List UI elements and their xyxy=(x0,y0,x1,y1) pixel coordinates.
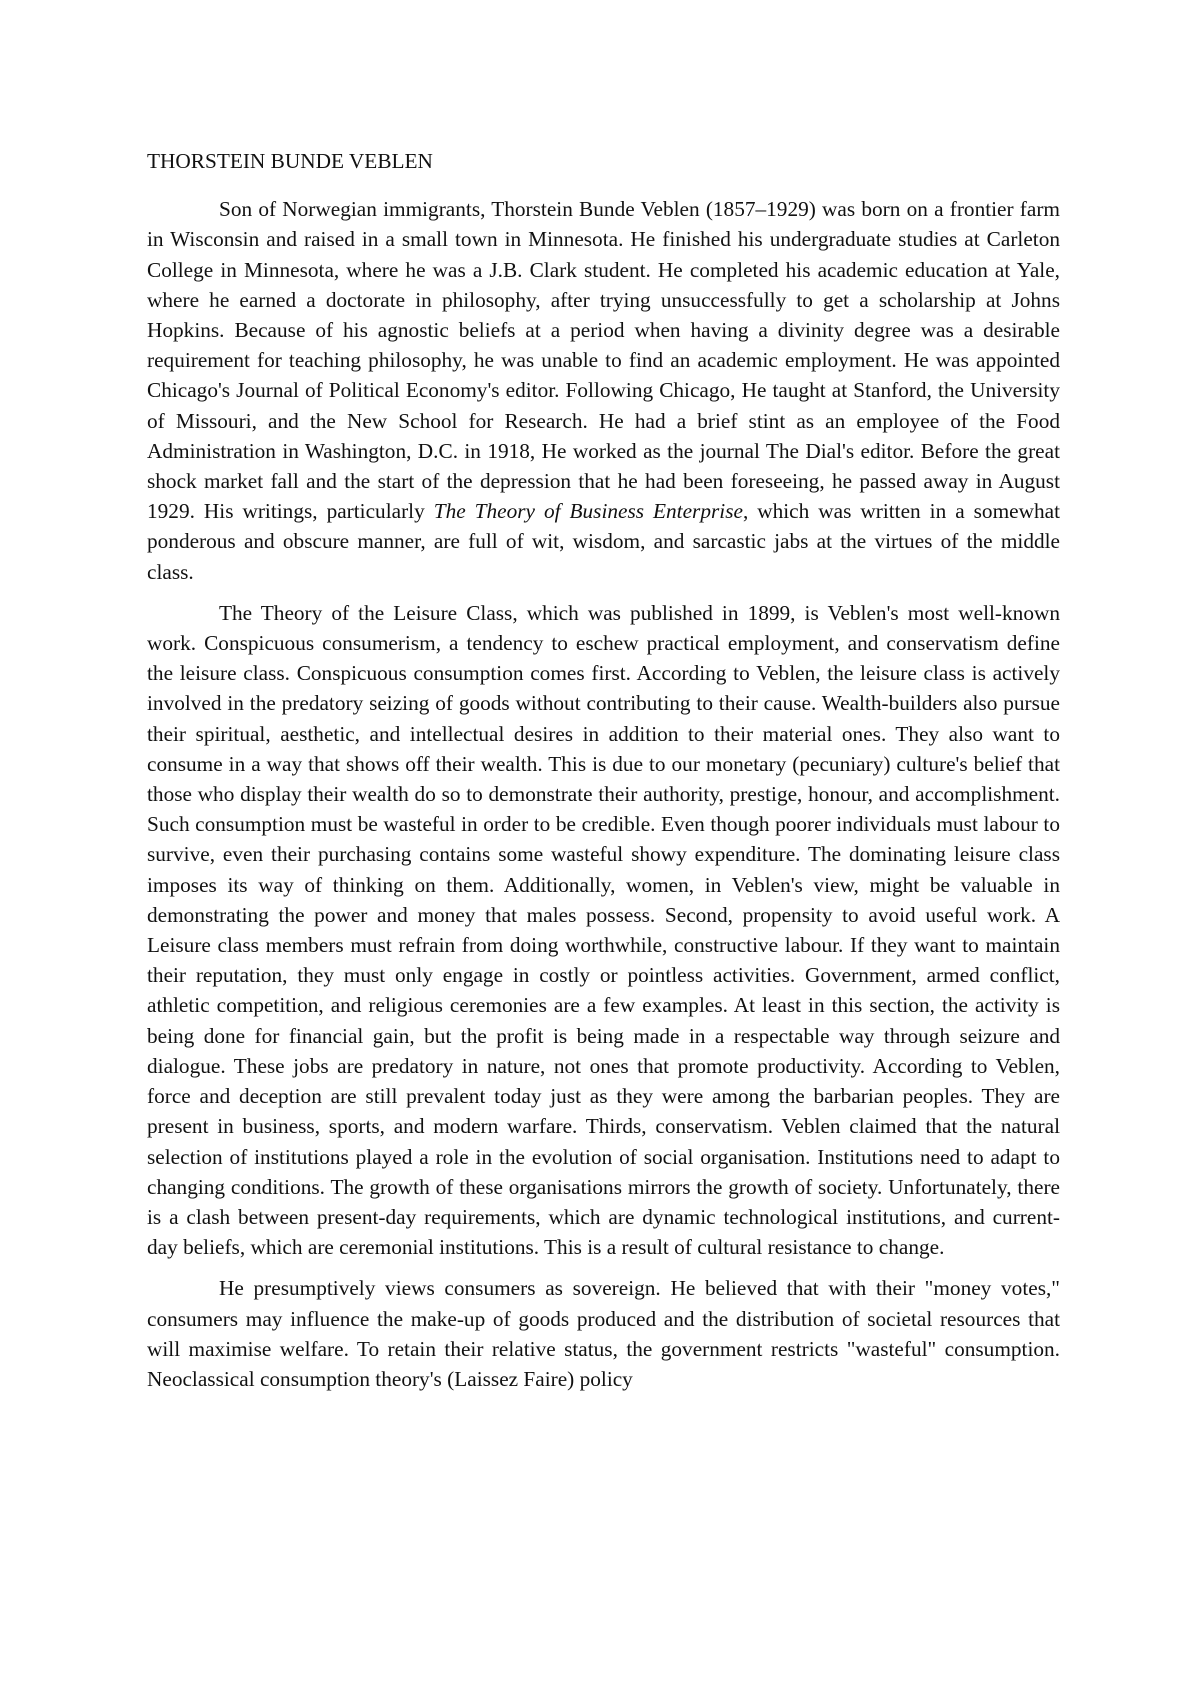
paragraph-leisure-class xyxy=(147,598,1060,1262)
book-title-italic: The Theory of Business Enterprise xyxy=(433,499,743,524)
document-title: THORSTEIN BUNDE VEBLEN xyxy=(147,149,433,173)
paragraph-text: He presumptively views consumers as sovereign. He believed that with their "money votes," consumers may influence the make-up of goods produced and the distribution of societal resources that will maximise welfare. To retain their relative status, the government restricts "wasteful" consumption. Neoclassical consumption theory's (Laissez Faire) policy xyxy=(147,1276,1060,1391)
paragraph-text: Son of Norwegian immigrants, Thorstein Bunde Veblen (1857–1929) was born on a frontier farm in Wisconsin and raised in a small town in Minnesota. He finished his undergraduate studies at Carleton College in Minnesota, where he was a J.B. Clark student. He completed his academic education at Yale, where he earned a doctorate in philosophy, after trying unsuccessfully to get a scholarship at Johns Hopkins. Because of his agnostic beliefs at a period when having a divinity degree was a desirable requirement for teaching philosophy, he was unable to find an academic employment. He was appointed Chicago's Journal of Political Economy's editor. Following Chicago, He taught at Stanford, the University of Missouri, and the New School for Research. He had a brief stint as an employee of the Food Administration in Washington, D.C. in 1918, He worked as the journal The Dial's editor. Before the great shock market fall and the start of the depression that he had been foreseeing, he passed away in August 1929. His writings, particularly xyxy=(147,197,1060,524)
document-body xyxy=(147,146,1060,1405)
paragraph-consumer-sovereignty xyxy=(147,1273,1060,1394)
paragraph-text: , which was written in a somewhat ponderous and obscure manner, are full of wit, wisdom, and sarcastic jabs at the virtues of the middle class. xyxy=(147,499,1060,584)
paragraph-biography xyxy=(147,194,1060,587)
paragraph-text: The Theory of the Leisure Class, which was published in 1899, is Veblen's most well-known work. Conspicuous consumerism, a tendency to eschew practical employment, and conservatism define the leisure class. Conspicuous consumption comes first. According to Veblen, the leisure class is actively involved in the predatory seizing of goods without contributing to their cause. Wealth-builders also pursue their spiritual, aesthetic, and intellectual desires in addition to their material ones. They also want to consume in a way that shows off their wealth. This is due to our monetary (pecuniary) culture's belief that those who display their wealth do so to demonstrate their authority, prestige, honour, and accomplishment. Such consumption must be wasteful in order to be credible. Even though poorer individuals must labour to survive, even their purchasing contains some wasteful showy expenditure. The dominating leisure class imposes its way of thinking on them. Additionally, women, in Veblen's view, might be valuable in demonstrating the power and money that males possess. Second, propensity to avoid useful work. A Leisure class members must refrain from doing worthwhile, constructive labour. If they want to maintain their reputation, they must only engage in costly or pointless activities. Government, armed conflict, athletic competition, and religious ceremonies are a few examples. At least in this section, the activity is being done for financial gain, but the profit is being made in a respectable way through seizure and dialogue. These jobs are predatory in nature, not ones that promote productivity. According to Veblen, force and deception are still prevalent today just as they were among the barbarian peoples. They are present in business, sports, and modern warfare. Thirds, conservatism. Veblen claimed that the natural selection of institutions played a role in the evolution of social organisation. Institutions need to adapt to changing conditions. The growth of these organisations mirrors the growth of society. Unfortunately, there is a clash between present-day requirements, which are dynamic technological institutions, and current-day beliefs, which are ceremonial institutions. This is a result of cultural resistance to change. xyxy=(147,600,1060,1260)
